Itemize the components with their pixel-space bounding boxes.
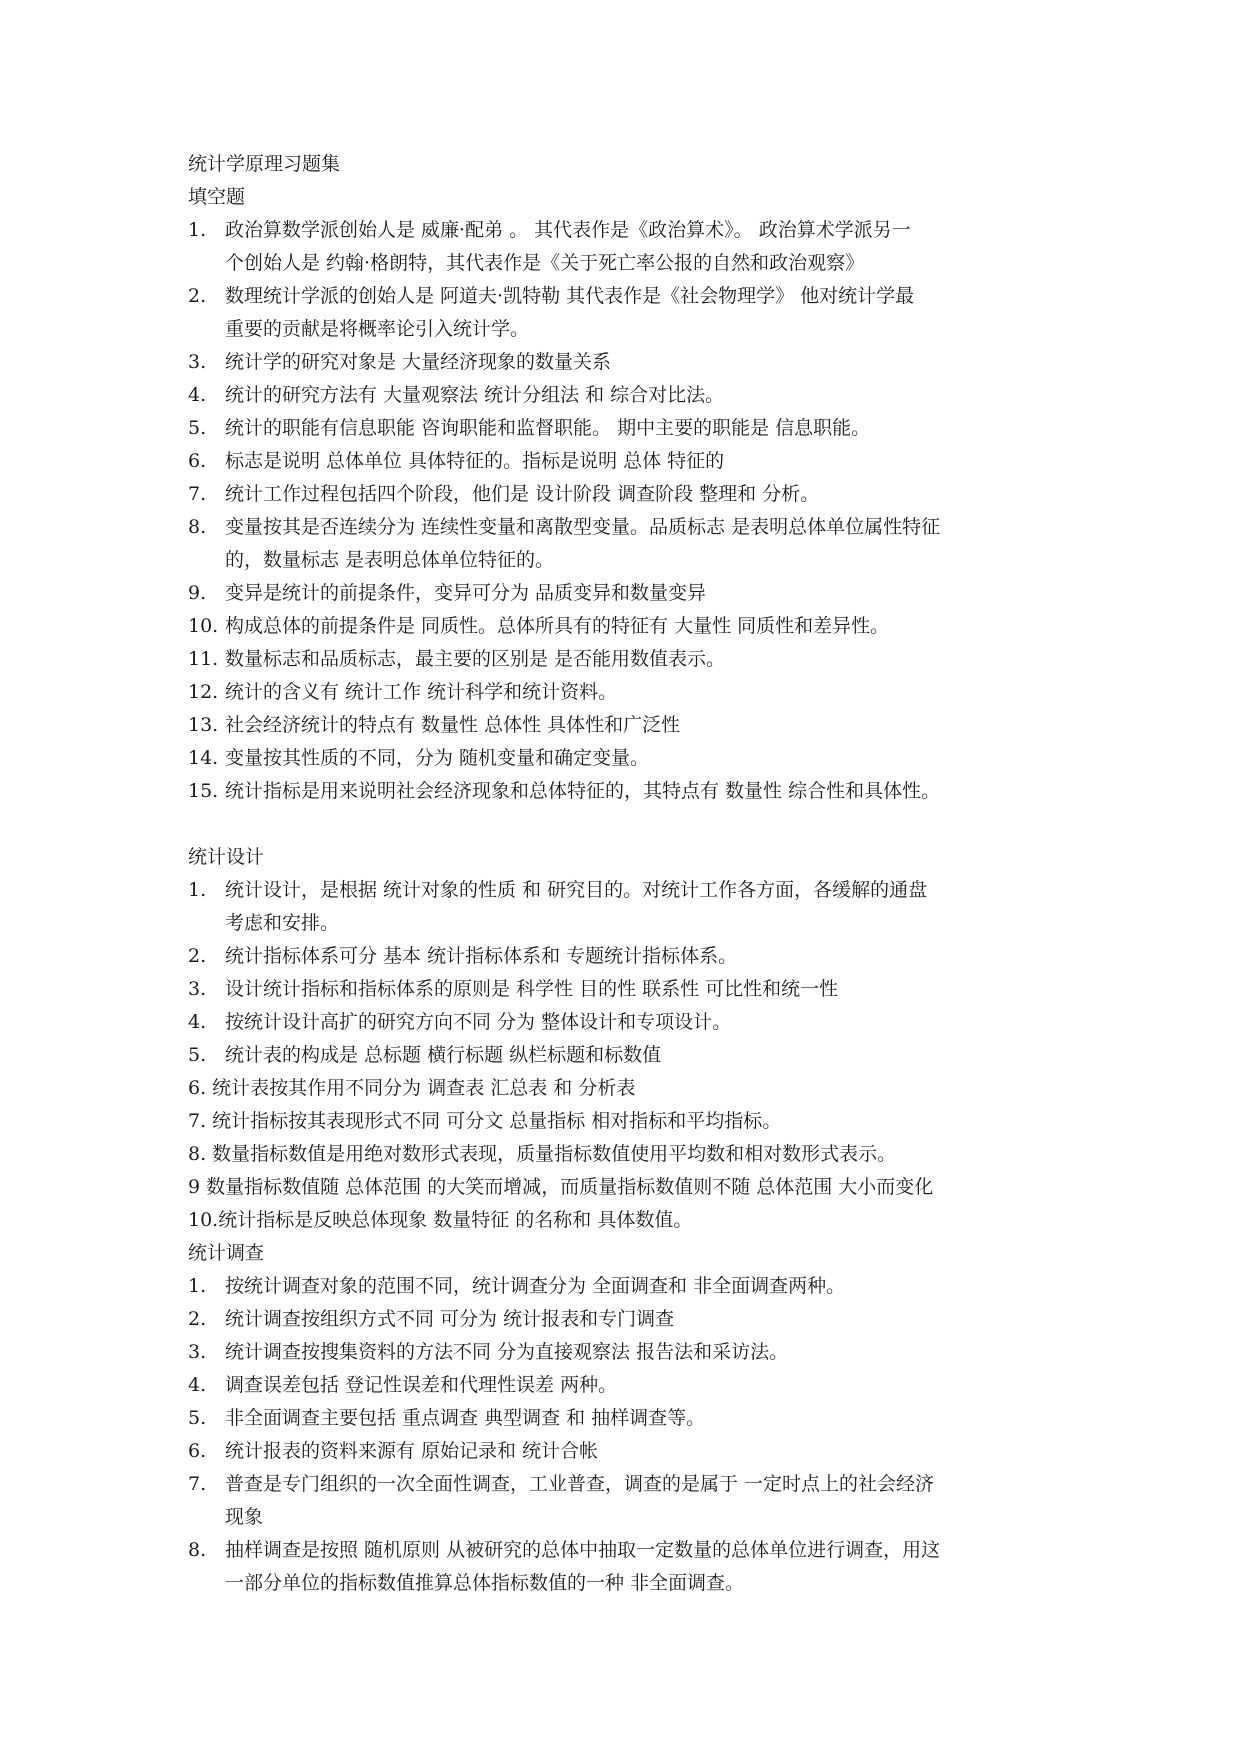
question-item	[188, 379, 1068, 412]
question-number: 4.	[188, 1374, 207, 1396]
question-number: 1.	[188, 1275, 207, 1297]
question-number: 2.	[188, 285, 207, 307]
question-text-line: 构成总体的前提条件是 同质性。总体所具有的特征有 大量性 同质性和差异性。	[225, 615, 890, 637]
question-item	[188, 214, 1068, 280]
question-number: 5.	[188, 1407, 207, 1429]
section-heading-survey: 统计调查	[188, 1242, 265, 1264]
question-item	[188, 1039, 1068, 1072]
question-text-line: 调查误差包括 登记性误差和代理性误差 两种。	[225, 1374, 618, 1396]
question-text-line: 统计指标体系可分 基本 统计指标体系和 专题统计指标体系。	[225, 945, 738, 967]
question-item	[188, 1006, 1068, 1039]
question-item	[188, 1303, 1068, 1336]
question-number: 2.	[188, 945, 207, 967]
question-number: 8.	[188, 1539, 207, 1561]
question-item	[188, 412, 1068, 445]
question-text-line: 按统计设计高扩的研究方向不同 分为 整体设计和专项设计。	[225, 1011, 732, 1033]
question-line: 7. 统计指标按其表现形式不同 可分文 总量指标 相对指标和平均指标。	[188, 1110, 782, 1132]
question-item	[188, 775, 1068, 808]
question-text-line: 社会经济统计的特点有 数量性 总体性 具体性和广泛性	[225, 714, 681, 736]
question-text-line: 统计的职能有信息职能 咨询职能和监督职能。 期中主要的职能是 信息职能。	[225, 417, 871, 439]
question-item	[188, 742, 1068, 775]
question-text-line: 变异是统计的前提条件，变异可分为 品质变异和数量变异	[225, 582, 707, 604]
question-item	[188, 973, 1068, 1006]
question-text-line: 设计统计指标和指标体系的原则是 科学性 目的性 联系性 可比性和统一性	[225, 978, 839, 1000]
question-number: 11.	[188, 648, 219, 670]
question-text-line: 变量按其性质的不同，分为 随机变量和确定变量。	[225, 747, 650, 769]
question-text-line: 数理统计学派的创始人是 阿道夫·凯特勒 其代表作是《社会物理学》 他对统计学最	[225, 285, 915, 307]
question-text-line: 抽样调查是按照 随机原则 从被研究的总体中抽取一定数量的总体单位进行调查，用这	[225, 1539, 941, 1561]
question-item	[188, 1534, 1068, 1600]
question-number: 7.	[188, 1473, 207, 1495]
section-heading-design: 统计设计	[188, 846, 265, 868]
question-text-line: 统计指标是用来说明社会经济现象和总体特征的，其特点有 数量性 综合性和具体性。	[225, 780, 941, 802]
question-number: 6.	[188, 450, 207, 472]
question-number: 14.	[188, 747, 219, 769]
question-text-line: 考虑和安排。	[225, 912, 340, 934]
question-number: 9.	[188, 582, 207, 604]
question-item	[188, 511, 1068, 577]
question-item	[188, 1369, 1068, 1402]
question-number: 4.	[188, 384, 207, 406]
question-text-line: 统计调查按组织方式不同 可分为 统计报表和专门调查	[225, 1308, 675, 1330]
question-item	[188, 874, 1068, 940]
section-spacer	[188, 808, 1068, 841]
question-text-line: 数量标志和品质标志，最主要的区别是 是否能用数值表示。	[225, 648, 726, 670]
question-number: 12.	[188, 681, 219, 703]
question-text-line: 非全面调查主要包括 重点调查 典型调查 和 抽样调查等。	[225, 1407, 706, 1429]
question-number: 7.	[188, 483, 207, 505]
question-number: 3.	[188, 978, 207, 1000]
question-text-line: 现象	[225, 1506, 264, 1528]
question-item	[188, 1402, 1068, 1435]
question-number: 10.	[188, 615, 219, 637]
question-text-line: 统计工作过程包括四个阶段，他们是 设计阶段 调查阶段 整理和 分析。	[225, 483, 820, 505]
question-text-line: 统计学的研究对象是 大量经济现象的数量关系	[225, 351, 612, 373]
question-number: 3.	[188, 1341, 207, 1363]
question-item	[188, 676, 1068, 709]
question-text-line: 的，数量标志 是表明总体单位特征的。	[225, 549, 555, 571]
question-item	[188, 1270, 1068, 1303]
question-item	[188, 643, 1068, 676]
question-item	[188, 346, 1068, 379]
document-title: 统计学原理习题集	[188, 153, 341, 175]
question-text-line: 一部分单位的指标数值推算总体指标数值的一种 非全面调查。	[225, 1572, 745, 1594]
question-number: 5.	[188, 1044, 207, 1066]
section-heading-fill-in: 填空题	[188, 186, 246, 208]
question-text-line: 统计表的构成是 总标题 横行标题 纵栏标题和标数值	[225, 1044, 662, 1066]
fill-in-question-list	[188, 214, 1068, 808]
question-text-line: 变量按其是否连续分为 连续性变量和离散型变量。品质标志 是表明总体单位属性特征	[225, 516, 941, 538]
survey-question-list	[188, 1270, 1068, 1600]
question-number: 8.	[188, 516, 207, 538]
question-item	[188, 1435, 1068, 1468]
document-page	[188, 148, 1068, 1600]
question-number: 13.	[188, 714, 219, 736]
question-text-line: 统计报表的资料来源有 原始记录和 统计合帐	[225, 1440, 599, 1462]
design-plain-lines	[188, 1072, 1068, 1237]
question-text-line: 重要的贡献是将概率论引入统计学。	[225, 318, 530, 340]
question-item	[188, 577, 1068, 610]
question-item	[188, 1468, 1068, 1534]
question-text-line: 政治算数学派创始人是 威廉·配弟 。 其代表作是《政治算术》。 政治算术学派另一	[225, 219, 911, 241]
question-text-line: 统计的研究方法有 大量观察法 统计分组法 和 综合对比法。	[225, 384, 725, 406]
question-number: 1.	[188, 879, 207, 901]
question-text-line: 按统计调查对象的范围不同，统计调查分为 全面调查和 非全面调查两种。	[225, 1275, 846, 1297]
question-line: 8. 数量指标数值是用绝对数形式表现，质量指标数值使用平均数和相对数形式表示。	[188, 1143, 897, 1165]
question-line: 9 数量指标数值随 总体范围 的大笑而增减，而质量指标数值则不随 总体范围 大小而变化	[188, 1176, 934, 1198]
question-item	[188, 940, 1068, 973]
question-number: 6.	[188, 1440, 207, 1462]
question-item	[188, 709, 1068, 742]
question-text-line: 标志是说明 总体单位 具体特征的。指标是说明 总体 特征的	[225, 450, 725, 472]
question-number: 4.	[188, 1011, 207, 1033]
question-item	[188, 1336, 1068, 1369]
question-item	[188, 610, 1068, 643]
question-text-line: 统计的含义有 统计工作 统计科学和统计资料。	[225, 681, 618, 703]
question-number: 2.	[188, 1308, 207, 1330]
question-line: 6. 统计表按其作用不同分为 调查表 汇总表 和 分析表	[188, 1077, 636, 1099]
question-number: 3.	[188, 351, 207, 373]
question-item	[188, 478, 1068, 511]
question-text-line: 统计设计，是根据 统计对象的性质 和 研究目的。对统计工作各方面，各缓解的通盘	[225, 879, 928, 901]
question-number: 1.	[188, 219, 207, 241]
question-number: 15.	[188, 780, 219, 802]
question-item	[188, 280, 1068, 346]
question-line: 10.统计指标是反映总体现象 数量特征 的名称和 具体数值。	[188, 1209, 693, 1231]
design-question-list	[188, 874, 1068, 1072]
question-text-line: 个创始人是 约翰·格朗特，其代表作是《关于死亡率公报的自然和政治观察》	[225, 252, 865, 274]
question-text-line: 普查是专门组织的一次全面性调查，工业普查，调查的是属于 一定时点上的社会经济	[225, 1473, 935, 1495]
question-item	[188, 445, 1068, 478]
question-number: 5.	[188, 417, 207, 439]
question-text-line: 统计调查按搜集资料的方法不同 分为直接观察法 报告法和采访法。	[225, 1341, 789, 1363]
